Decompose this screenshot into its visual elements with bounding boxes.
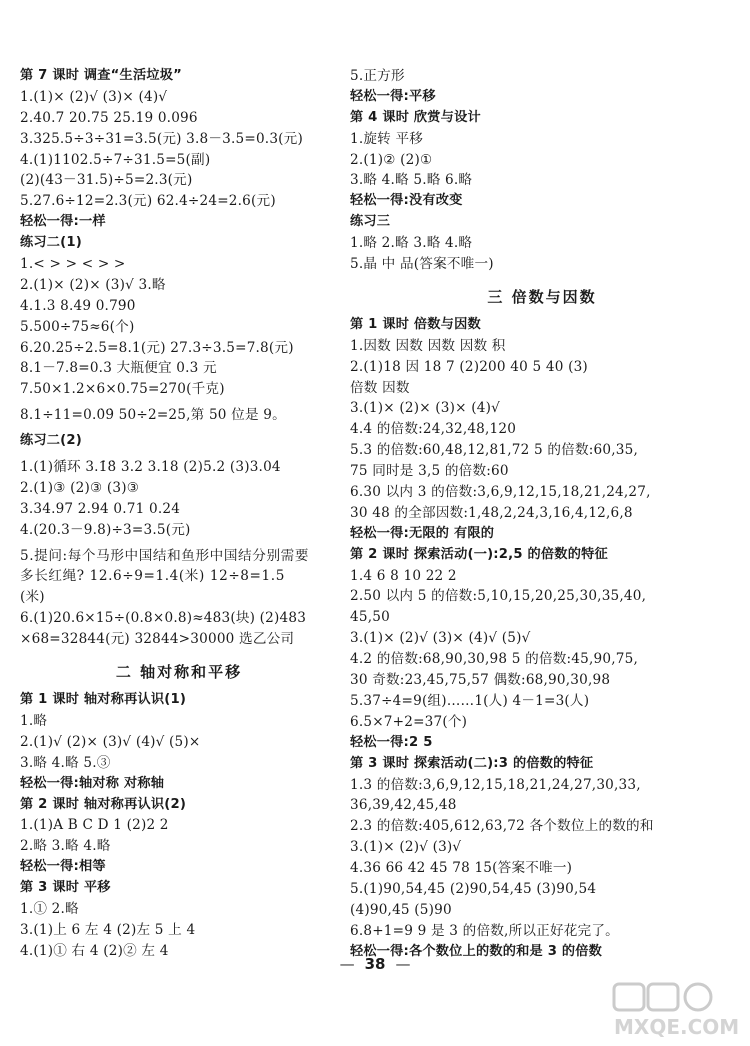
answer-line: 1.略 [20,712,48,729]
answer-line: (2)(43－31.5)÷5=2.3(元) [20,172,193,189]
answer-line: 6.(1)20.6×15÷(0.8×0.8)≈483(块) (2)483 [20,610,307,627]
answer-line: 1.① 2.略 [20,900,79,917]
section-heading: 练习二(1) [20,235,82,251]
section-heading: 轻松一得:相等 [20,859,106,875]
answer-line: 1.3 的倍数:3,6,9,12,15,18,21,24,27,30,33, [350,776,641,793]
answer-line: 2.3 的倍数:405,612,63,72 各个数位上的数的和 [350,818,654,835]
answer-line: 1.因数 因数 因数 因数 积 [350,337,506,354]
answer-line: 6.5×7+2=37(个) [350,713,468,730]
section-heading: 第 3 课时 探索活动(二):3 的倍数的特征 [350,755,594,771]
answer-line: 1.(1)× (2)√ (3)× (4)√ [20,88,168,105]
answer-line: 5.晶 中 品(答案不唯一) [350,256,494,273]
answer-line: 36,39,42,45,48 [350,797,457,814]
answer-line: 6.30 以内 3 的倍数:3,6,9,12,15,18,21,24,27, [350,484,651,501]
answer-line: 3.(1)× (2)√ (3)× (4)√ (5)√ [350,630,531,647]
section-heading: 轻松一得:没有改变 [350,193,463,209]
answer-line: 3.略 4.略 5.略 6.略 [350,172,473,189]
answer-line: ×68=32844(元) 32844>30000 选乙公司 [20,631,295,648]
section-heading: 第 3 课时 平移 [20,880,111,896]
section-heading: 轻松一得:各个数位上的数的和是 3 的倍数 [350,943,603,959]
answer-line: 1.(1)A B C D 1 (2)2 2 [20,817,169,834]
page-number-footer: — 38 — [339,955,411,973]
section-heading: 轻松一得:轴对称 对称轴 [20,775,165,791]
section-heading: 第 7 课时 调查“生活垃圾” [20,68,182,83]
answer-line: 7.50×1.2×6×0.75=270(千克) [20,381,225,398]
chapter-heading: 三 倍数与因数 [487,287,597,306]
answer-line: 2.(1)× (2)× (3)√ 3.略 [20,276,166,293]
answer-line: (4)90,45 (5)90 [350,901,452,918]
answer-line: 6.20.25÷2.5=8.1(元) 27.3÷3.5=7.8(元) [20,339,294,356]
answer-line: 4.(20.3－9.8)÷3=3.5(元) [20,521,191,538]
answer-line: 4.4 的倍数:24,32,48,120 [350,421,517,438]
answer-line: 30 奇数:23,45,75,57 偶数:68,90,30,98 [350,672,611,689]
answer-line: 30 48 的全部因数:1,48,2,24,3,16,4,12,6,8 [350,504,633,521]
answer-line: 2.(1)18 因 18 7 (2)200 40 5 40 (3) [350,358,588,375]
answer-line: 2.(1)② (2)① [350,151,433,168]
section-heading: 轻松一得:2 5 [350,734,433,750]
section-heading: 第 1 课时 轴对称再认识(1) [20,692,187,708]
answer-line: 倍数 因数 [350,379,410,396]
answer-line: 5.(1)90,54,45 (2)90,54,45 (3)90,54 [350,880,597,897]
answer-line: 3.34.97 2.94 0.71 0.24 [20,500,181,517]
section-heading: 轻松一得:无限的 有限的 [350,525,495,541]
answer-line: 4.1.3 8.49 0.79̇0̇ [20,297,136,314]
answer-line: 1.< > > < > > [20,256,126,273]
answer-line: 多长红绳? 12.6÷9=1.4(米) 12÷8=1.5 [20,568,285,585]
answer-line: 75 同时是 3,5 的倍数:60 [350,463,509,480]
answer-line: 3.325.5÷3÷31=3.5(元) 3.8－3.5=0.3(元) [20,130,303,147]
section-heading: 练习二(2) [20,433,82,449]
answer-line: 1.旋转 平移 [350,130,424,147]
answer-line: 2.略 3.略 4.略 [20,838,111,855]
answer-line: 2.50 以内 5 的倍数:5,10,15,20,25,30,35,40, [350,588,647,605]
answer-line: 1.略 2.略 3.略 4.略 [350,235,473,252]
answer-line: 6.8+1=9 9 是 3 的倍数,所以正好花完了。 [350,922,619,939]
answer-line: 4.36 66 42 45 78 15(答案不唯一) [350,860,573,877]
watermark-text: MXQE.COM [614,1015,740,1039]
section-heading: 轻松一得:平移 [350,88,436,104]
watermark-logo [612,980,742,1040]
answer-line: 5.正方形 [350,68,405,84]
section-heading: 轻松一得:一样 [20,214,106,230]
answer-line: (米) [20,589,45,606]
answer-line: 2.(1)③ (2)③ (3)③ [20,479,140,496]
section-heading: 第 2 课时 探索活动(一):2,5 的倍数的特征 [350,546,608,562]
answer-line: 8.1－7.8=0.3 大瓶便宜 0.3 元 [20,360,217,377]
answer-line: 1.(1)循环 3.1̇8̇ 3.2 3.18 (2)5.2 (3)3.04 [20,459,281,476]
answer-line: 5.500÷75≈6(个) [20,318,135,335]
answer-line: 5.提问:每个马形中国结和鱼形中国结分别需要 [20,547,310,564]
answer-line: 4.(1)① 右 4 (2)② 左 4 [20,942,169,959]
section-heading: 练习三 [350,214,391,230]
answer-line: 5.3 的倍数:60,48,12,81,72 5 的倍数:60,35, [350,442,638,459]
answer-column-left [20,66,338,962]
page-number: 38 [364,955,386,973]
section-heading: 第 4 课时 欣赏与设计 [350,109,481,125]
answer-line: 4.2 的倍数:68,90,30,98 5 的倍数:45,90,75, [350,651,638,668]
answer-line: 2.40.7 20.75 25.19 0.096 [20,109,198,126]
chapter-heading: 二 轴对称和平移 [115,663,243,682]
answer-line: 8.1÷11=0.0̇9̇ 50÷2=25,第 50 位是 9。 [20,407,286,424]
answer-line: 3.(1)× (2)√ (3)√ [350,839,462,856]
section-heading: 第 1 课时 倍数与因数 [350,316,481,332]
answer-column-right [350,66,734,963]
answer-line: 2.(1)√ (2)× (3)√ (4)√ (5)× [20,733,201,750]
answer-line: 45,50 [350,609,390,626]
answer-line: 1.4 6 8 10 22 2 [350,567,457,584]
answer-line: 3.(1)上 6 左 4 (2)左 5 上 4 [20,921,196,938]
answer-line: 3.略 4.略 5.③ [20,754,111,771]
section-heading: 第 2 课时 轴对称再认识(2) [20,796,187,812]
answer-line: 5.27.6÷12=2.3(元) 62.4÷24=2.6(元) [20,193,276,210]
answer-line: 5.37÷4=9(组)……1(人) 4－1=3(人) [350,692,590,709]
answer-line: 4.(1)1102.5÷7÷31.5=5(副) [20,151,211,168]
answer-line: 3.(1)× (2)× (3)× (4)√ [350,400,500,417]
